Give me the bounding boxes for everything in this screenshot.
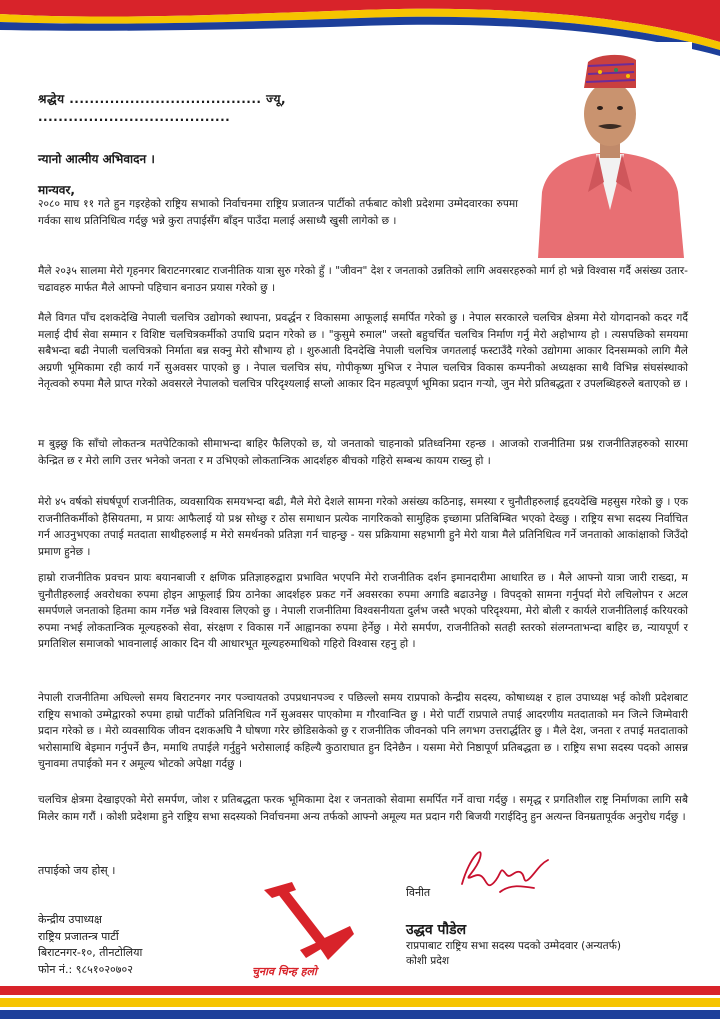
sender-address: बिराटनगर-१०, तीनटोलिया bbox=[38, 946, 143, 959]
sender-party: राष्ट्रिय प्रजातन्त्र पार्टी bbox=[38, 929, 119, 943]
address-text: मान्यवर, bbox=[38, 183, 75, 197]
paragraph-7: नेपाली राजनीतिमा अघिल्लो समय बिराटनगर नगर पञ्चायतको उपप्रधानपञ्च र पछिल्लो समय राप्रपाको केन्द्रीय सदस्य, कोषाध्यक्ष र हाल उपाध्यक्ष भई कोशी प्रदेशबाट राष्ट्रिय सभाको उम्मेद्वारको रुपमा हाम्रो पार्टीको प्रतिनिधित्व गर्ने सुअवसर पाएकोमा म गौरवान्वित छु । मेरो पार्टी राप्रपाले तपाई आदरणीय मतदाताको मन जित्ने जिम्मेवारी प्रदान गरेको छ । मेरो व्यवसायिक जीवन दशकअघि नै घोषणा गरेर छोडिसकेको छु र राजनीतिक जीवनको पनि लगभग उत्तरार्द्धतिर छु । मैले देश, जनता र तपाई मतदाताको भरोसामाथि बेइमान गर्नुपर्ने छैन, ममाथि तपाईले गर्नुहुने भरोसालाई कहिल्यै कुठाराघात हुन दिनेछैन । यसमा मेरो निष्ठापूर्ण प्रतिबद्धता छ । राष्ट्रिय सभा सदस्य पदको आसन्न चुनावमा तपाईको मन र अमूल्य भोटको अपेक्षा गर्दछु । bbox=[38, 692, 688, 771]
candidate-name: उद्धव पौडेल bbox=[406, 922, 467, 938]
sender-title: केन्द्रीय उपाध्यक्ष bbox=[38, 913, 102, 926]
closing-text: तपाईको जय होस् । bbox=[38, 864, 116, 877]
paragraph-5: मेरो ४५ वर्षको संघर्षपूर्ण राजनीतिक, व्यवसायिक समयभन्दा बढी, मैले मेरो देशले सामना गरेको असंख्य कठिनाइ, समस्या र चुनौतीहरुलाई हृदयदेखि महसुस गरेको छु । एक राजनीतिकर्मीको हैसियतमा, म प्रायः आफैलाई यो प्रश्न सोध्छु र ठोस समाधान प्रत्येक नागरिकको सामुहिक इच्छामा प्रतिबिम्बित भएको देख्छु । राष्ट्रिय सभा सदस्य निर्वाचित गर्न आउनुभएका तपाई मतदाता साथीहरुलाई म मेरो समर्थनको प्रतिज्ञा गर्न चाहन्छु - यस प्रक्रियामा सहभागी हुने मेरो यात्रा मैले प्रतिनिधित्व गर्ने जनताको आकांक्षाको जिउँदो प्रमाण हुनेछ । bbox=[38, 496, 688, 558]
salutation-line-1: श्रद्धेय ...................................... ज्यू, bbox=[38, 92, 287, 106]
salutation-line-2: ...................................... bbox=[38, 110, 231, 124]
logo-caption: चुनाव चिन्ह हलो bbox=[252, 965, 317, 978]
paragraph-2: मैले २०३५ सालमा मेरो गृहनगर बिराटनगरबाट राजनीतिक यात्रा सुरु गरेको हुँ । "जीवन" देश र जनताको उन्नतिको लागि अवसरहरुको मार्ग हो भन्ने विश्वास गर्दै असंख्य उतार-चढावहरु मार्फत मैले आफ्नो पहिचान बनाउन प्रयास गरेको छु । bbox=[38, 265, 688, 294]
paragraph-3: मैले विगत पाँच दशकदेखि नेपाली चलचित्र उद्योगको स्थापना, प्रवर्द्धन र विकासमा आफूलाई समर्पित गरेको छु । नेपाल सरकारले चलचित्र क्षेत्रमा मेरो योगदानको कदर गर्दै मलाई दीर्घ सेवा सम्मान र विशिष्ट चलचित्रकर्मीको उपाधि प्रदान गरेको छ । "कुसुमे रुमाल" जस्तो बहुचर्चित चलचित्र निर्माण गर्नु मेरो अहोभाग्य हो । त्यसपछिको समयमा सबैभन्दा बढी नेपाली चलचित्रको निर्माता बन्न सक्नु मेरो सौभाग्य हो । शुरुआती दिनदेखि नेपाली चलचित्र जगतलाई फस्टाउँदै गरेको उद्योगमा आकार दिनसम्मको लागि मैले अग्रणी भूमिकामा रही कार्य गर्ने सुअवसर पाएको छु । नेपाल चलचित्र संघ, गोपीकृष्ण मुभिज र नेपाल चलचित्र विकास कम्पनीको अध्यक्षका साथै विभिन्न संघसंस्थाको नेतृत्वको रुपमा मैले प्राप्त गरेको अवसरले नेपालको चलचित्र परिदृश्यलाई सप्लो आकार दिन महत्वपूर्ण भूमिका प्रदान गऱ्यो, जुन मेरो प्रतिबद्धता र उपलब्धिहरुले बताएको छ । bbox=[38, 312, 688, 391]
candidate-province: कोशी प्रदेश bbox=[406, 955, 450, 967]
signature-graphic bbox=[440, 836, 560, 904]
sender-block bbox=[38, 912, 142, 978]
greeting-text: न्यानो आत्मीय अभिवादन । bbox=[38, 152, 155, 166]
paragraph-6: हाम्रो राजनीतिक प्रवचन प्रायः बयानबाजी र क्षणिक प्रतिज्ञाहरुद्वारा प्रभावित भएपनि मेरो राजनीतिक दर्शन इमानदारीमा आधारित छ । मैले आफ्नो यात्रा जारी राख्दा, म चुनौतीहरुलाई अवरोधका रुपमा होइन आफूलाई प्रिय ठानेका आदर्शहरु प्रकट गर्ने अवसरका रुपमा अगाडि बढाउनेछु । विपद्को सामना गर्नुपर्दा मेरो लचिलोपन र अटल समर्पणले जनताको हितमा काम गर्नेछ भन्ने विश्वास लिएको छु । नेपाली राजनीतिमा विश्वसनीयता दुर्लभ जस्तै भएको परिदृश्यमा, मेरो बोली र कार्यले राजनीतिलाई करियरको रुपमा नभई लोकतान्त्रिक मूल्यहरुको सेवा, संरक्षण र विकास गर्ने आह्वानका रुपमा हेर्नेछु । मेरो समर्पण, राजनीतिको सतही स्तरको संलग्नताभन्दा बाहिर छ, न्यायपूर्ण र प्रगतिशिल समाजको भावनालाई आकार दिन यी आधारभूत मूल्यहरुमाथिको गहिरो विश्वास रहनु हो । bbox=[38, 572, 688, 651]
bottom-banner-stripes bbox=[0, 986, 720, 1019]
candidate-photo bbox=[528, 42, 692, 258]
paragraph-1: २०८० माघ ११ गते हुन गइरहेको राष्ट्रिय सभाको निर्वाचनमा राष्ट्रिय प्रजातन्त्र पार्टीको तर्फबाट कोशी प्रदेशमा उम्मेदवारका रुपमा गर्वका साथ प्रतिनिधित्व गर्दछु भन्ने कुरा तपाईसँग बाँड्न पाउँदा मलाई असाध्यै खुसी लागेको छ । bbox=[38, 198, 518, 227]
candidate-role: राप्रपाबाट राष्ट्रिय सभा सदस्य पदको उम्मेदवार (अन्यतर्फ) bbox=[406, 940, 622, 952]
candidate-role-block bbox=[406, 939, 621, 969]
vinit-text: विनीत bbox=[406, 886, 431, 899]
paragraph-4: म बुझ्छु कि साँचो लोकतन्त्र मतपेटिकाको सीमाभन्दा बाहिर फैलिएको छ, यो जनताको चाहनाको प्रतिध्वनिमा रहन्छ । आजको राजनीतिमा प्रश्न राजनीतिज्ञहरुको सारमा केन्द्रित छ र मेरो लागि उत्तर भनेको जनता र म उभिएको लोकतान्त्रिक आदर्शहरु बीचको गहिरो सम्बन्ध कायम राख्नु हो । bbox=[38, 438, 688, 467]
sender-phone: फोन नं.: ९८५१०२०७०२ bbox=[38, 962, 133, 976]
paragraph-8: चलचित्र क्षेत्रमा देखाइएको मेरो समर्पण, जोश र प्रतिबद्धता फरक भूमिकामा देश र जनताको सेवामा समर्पित गर्ने वाचा गर्दछु । समृद्ध र प्रगतिशील राष्ट्र निर्माणका लागि सबै मिलेर काम गरौं । कोशी प्रदेशमा हुने राष्ट्रिय सभा सदस्यको निर्वाचनमा अन्य तर्फको आफ्नो अमूल्य मत प्रदान गरी बिजयी गराईदिनु हुन अत्यन्त विनम्रतापूर्वक अनुरोध गर्दछु । bbox=[38, 794, 688, 823]
plough-icon bbox=[256, 880, 356, 976]
